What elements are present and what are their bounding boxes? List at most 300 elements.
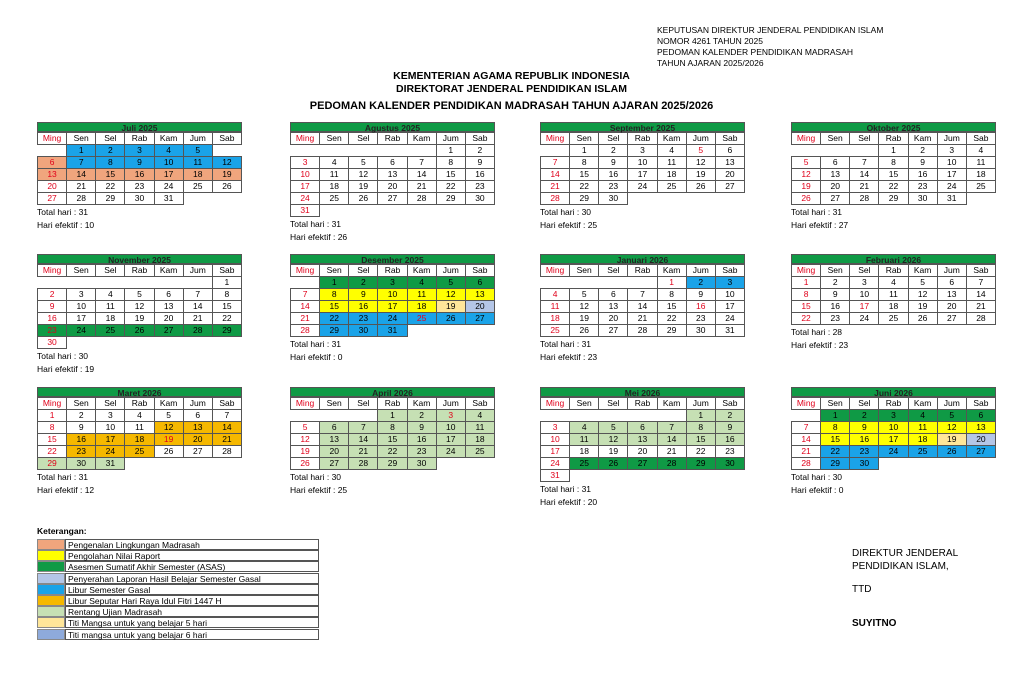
date-cell: 14: [541, 169, 570, 181]
date-cell: 5: [436, 277, 465, 289]
day-header: Sen: [67, 133, 96, 145]
day-header: Rab: [879, 133, 908, 145]
month-title: Februari 2026: [791, 254, 996, 264]
date-cell: 15: [570, 169, 599, 181]
legend-item: [37, 606, 319, 617]
legend-item: [37, 595, 319, 606]
legend-item: [37, 561, 319, 572]
day-header: Sen: [67, 398, 96, 410]
date-cell: 18: [407, 301, 436, 313]
date-cell: 17: [879, 434, 908, 446]
date-cell: 6: [628, 422, 657, 434]
day-header: Sab: [465, 133, 494, 145]
effective-days: Hari efektif : 25: [540, 220, 598, 230]
empty-cell: [628, 410, 657, 422]
empty-cell: [183, 193, 212, 205]
date-cell: 17: [436, 434, 465, 446]
date-cell: 17: [850, 301, 879, 313]
date-cell: 10: [96, 422, 125, 434]
month-calendar: [791, 254, 996, 325]
date-cell: 21: [541, 181, 570, 193]
effective-days: Hari efektif : 0: [290, 352, 343, 362]
day-header: Rab: [378, 398, 407, 410]
month-calendar: [37, 254, 242, 349]
date-cell: 20: [465, 301, 494, 313]
date-cell: 28: [407, 193, 436, 205]
date-cell: 5: [908, 277, 937, 289]
date-cell: 13: [715, 157, 744, 169]
day-header: Rab: [378, 265, 407, 277]
date-cell: 17: [378, 301, 407, 313]
date-cell: 28: [541, 193, 570, 205]
date-cell: 12: [937, 422, 966, 434]
day-header: Rab: [378, 133, 407, 145]
date-cell: 5: [291, 422, 320, 434]
day-header: Sab: [465, 265, 494, 277]
legend-label: Asesmen Sumatif Akhir Semester (ASAS): [65, 561, 319, 572]
total-days: Total hari : 31: [37, 472, 89, 482]
date-cell: 3: [541, 422, 570, 434]
effective-days: Hari efektif : 23: [791, 340, 849, 350]
date-cell: 26: [570, 325, 599, 337]
date-cell: 20: [599, 313, 628, 325]
date-cell: 14: [67, 169, 96, 181]
date-cell: 3: [125, 145, 154, 157]
day-header: Jum: [686, 398, 715, 410]
legend-item: [37, 617, 319, 628]
date-cell: 18: [125, 434, 154, 446]
date-cell: 2: [38, 289, 67, 301]
total-days: Total hari : 31: [290, 219, 342, 229]
empty-cell: [349, 205, 378, 217]
date-cell: 28: [67, 193, 96, 205]
date-cell: 14: [850, 169, 879, 181]
day-header: Sab: [212, 398, 241, 410]
date-cell: 16: [821, 301, 850, 313]
date-cell: 11: [908, 422, 937, 434]
day-header: Ming: [291, 398, 320, 410]
date-cell: 5: [349, 157, 378, 169]
date-cell: 19: [599, 446, 628, 458]
empty-cell: [436, 205, 465, 217]
date-cell: 22: [657, 313, 686, 325]
empty-cell: [908, 458, 937, 470]
date-cell: 7: [792, 422, 821, 434]
date-cell: 15: [436, 169, 465, 181]
month-calendar: [37, 387, 242, 470]
day-header: Jum: [183, 265, 212, 277]
date-cell: 14: [349, 434, 378, 446]
day-header: Ming: [541, 265, 570, 277]
day-header: Ming: [792, 133, 821, 145]
decree-reference: [657, 25, 883, 69]
date-cell: 10: [67, 301, 96, 313]
date-cell: 18: [966, 169, 995, 181]
day-header: Kam: [407, 133, 436, 145]
legend-swatch: [37, 539, 65, 550]
date-cell: 11: [465, 422, 494, 434]
day-header: Sen: [570, 265, 599, 277]
legend-item: [37, 629, 319, 640]
legend-swatch: [37, 595, 65, 606]
date-cell: 12: [154, 422, 183, 434]
empty-cell: [320, 410, 349, 422]
date-cell: 25: [125, 446, 154, 458]
date-cell: 5: [599, 422, 628, 434]
date-cell: 4: [125, 410, 154, 422]
date-cell: 16: [715, 434, 744, 446]
date-cell: 27: [715, 181, 744, 193]
date-cell: 6: [183, 410, 212, 422]
effective-days: Hari efektif : 23: [540, 352, 598, 362]
date-cell: 6: [715, 145, 744, 157]
date-cell: 3: [715, 277, 744, 289]
date-cell: 22: [212, 313, 241, 325]
day-header: Sab: [966, 265, 995, 277]
date-cell: 15: [821, 434, 850, 446]
date-cell: 5: [570, 289, 599, 301]
legend-swatch: [37, 584, 65, 595]
empty-cell: [966, 193, 995, 205]
empty-cell: [67, 277, 96, 289]
date-cell: 4: [320, 157, 349, 169]
date-cell: 2: [67, 410, 96, 422]
month-calendar: [290, 254, 495, 337]
date-cell: 26: [154, 446, 183, 458]
date-cell: 9: [407, 422, 436, 434]
empty-cell: [628, 470, 657, 482]
date-cell: 26: [291, 458, 320, 470]
empty-cell: [212, 337, 241, 349]
legend-swatch: [37, 561, 65, 572]
date-cell: 25: [879, 313, 908, 325]
date-cell: 3: [628, 145, 657, 157]
month-title: September 2025: [540, 122, 745, 132]
date-cell: 26: [937, 446, 966, 458]
date-cell: 28: [850, 193, 879, 205]
month-title: November 2025: [37, 254, 242, 264]
legend-swatch: [37, 550, 65, 561]
date-cell: 13: [599, 301, 628, 313]
date-cell: 26: [436, 313, 465, 325]
date-cell: 8: [212, 289, 241, 301]
empty-cell: [436, 325, 465, 337]
date-cell: 6: [154, 289, 183, 301]
date-cell: 25: [570, 458, 599, 470]
total-days: Total hari : 30: [540, 207, 592, 217]
day-header: Kam: [908, 265, 937, 277]
date-cell: 28: [628, 325, 657, 337]
date-cell: 5: [183, 145, 212, 157]
empty-cell: [320, 145, 349, 157]
date-cell: 21: [966, 301, 995, 313]
date-cell: 11: [657, 157, 686, 169]
month-calendar: [791, 387, 996, 470]
date-cell: 9: [599, 157, 628, 169]
date-cell: 5: [154, 410, 183, 422]
date-cell: 14: [291, 301, 320, 313]
day-header: Jum: [686, 133, 715, 145]
date-cell: 2: [850, 410, 879, 422]
date-cell: 29: [686, 458, 715, 470]
date-cell: 25: [96, 325, 125, 337]
day-header: Ming: [792, 265, 821, 277]
date-cell: 27: [599, 325, 628, 337]
day-header: Ming: [792, 398, 821, 410]
date-cell: 17: [937, 169, 966, 181]
empty-cell: [465, 325, 494, 337]
date-cell: 20: [715, 169, 744, 181]
day-header: Sen: [67, 265, 96, 277]
date-cell: 2: [686, 277, 715, 289]
day-header: Kam: [657, 398, 686, 410]
date-cell: 23: [599, 181, 628, 193]
empty-cell: [570, 470, 599, 482]
day-header: Jum: [436, 265, 465, 277]
empty-cell: [657, 193, 686, 205]
date-cell: 29: [570, 193, 599, 205]
day-header: Sab: [465, 398, 494, 410]
month-calendar: [540, 122, 745, 205]
date-cell: 12: [291, 434, 320, 446]
month-title: Agustus 2025: [290, 122, 495, 132]
date-cell: 17: [291, 181, 320, 193]
date-cell: 8: [320, 289, 349, 301]
date-cell: 22: [320, 313, 349, 325]
day-header: Sel: [349, 398, 378, 410]
date-cell: 26: [125, 325, 154, 337]
decree-line: PEDOMAN KALENDER PENDIDIKAN MADRASAH: [657, 47, 854, 57]
date-cell: 13: [465, 289, 494, 301]
day-header: Kam: [908, 398, 937, 410]
effective-days: Hari efektif : 20: [540, 497, 598, 507]
date-cell: 16: [908, 169, 937, 181]
date-cell: 18: [96, 313, 125, 325]
date-cell: 2: [821, 277, 850, 289]
date-cell: 13: [821, 169, 850, 181]
date-cell: 28: [349, 458, 378, 470]
empty-cell: [599, 277, 628, 289]
date-cell: 4: [154, 145, 183, 157]
day-header: Sab: [212, 265, 241, 277]
date-cell: 7: [291, 289, 320, 301]
date-cell: 15: [378, 434, 407, 446]
day-header: Kam: [154, 265, 183, 277]
date-cell: 6: [966, 410, 995, 422]
date-cell: 9: [125, 157, 154, 169]
date-cell: 25: [407, 313, 436, 325]
date-cell: 22: [38, 446, 67, 458]
date-cell: 6: [320, 422, 349, 434]
date-cell: 7: [850, 157, 879, 169]
date-cell: 8: [38, 422, 67, 434]
date-cell: 22: [879, 181, 908, 193]
date-cell: 27: [183, 446, 212, 458]
empty-cell: [183, 337, 212, 349]
day-header: Jum: [937, 398, 966, 410]
date-cell: 11: [125, 422, 154, 434]
effective-days: Hari efektif : 10: [37, 220, 95, 230]
date-cell: 31: [541, 470, 570, 482]
date-cell: 26: [686, 181, 715, 193]
date-cell: 6: [378, 157, 407, 169]
effective-days: Hari efektif : 0: [791, 485, 844, 495]
date-cell: 14: [657, 434, 686, 446]
day-header: Sab: [212, 133, 241, 145]
date-cell: 5: [125, 289, 154, 301]
date-cell: 24: [628, 181, 657, 193]
empty-cell: [291, 145, 320, 157]
date-cell: 4: [407, 277, 436, 289]
date-cell: 11: [570, 434, 599, 446]
decree-line: NOMOR 4261 TAHUN 2025: [657, 36, 763, 46]
date-cell: 13: [320, 434, 349, 446]
date-cell: 23: [125, 181, 154, 193]
date-cell: 6: [937, 277, 966, 289]
month-calendar: [290, 387, 495, 470]
date-cell: 8: [378, 422, 407, 434]
empty-cell: [349, 410, 378, 422]
date-cell: 6: [599, 289, 628, 301]
empty-cell: [686, 193, 715, 205]
effective-days: Hari efektif : 27: [791, 220, 849, 230]
date-cell: 28: [792, 458, 821, 470]
date-cell: 1: [320, 277, 349, 289]
day-header: Kam: [908, 133, 937, 145]
day-header: Ming: [38, 265, 67, 277]
date-cell: 24: [715, 313, 744, 325]
date-cell: 15: [879, 169, 908, 181]
month-calendar: [37, 122, 242, 205]
date-cell: 18: [908, 434, 937, 446]
date-cell: 16: [67, 434, 96, 446]
date-cell: 28: [183, 325, 212, 337]
empty-cell: [38, 145, 67, 157]
date-cell: 19: [436, 301, 465, 313]
date-cell: 15: [320, 301, 349, 313]
date-cell: 19: [570, 313, 599, 325]
date-cell: 24: [96, 446, 125, 458]
date-cell: 20: [378, 181, 407, 193]
date-cell: 19: [686, 169, 715, 181]
date-cell: 7: [628, 289, 657, 301]
date-cell: 25: [320, 193, 349, 205]
legend-label: Titi Mangsa untuk yang belajar 5 hari: [65, 617, 319, 628]
date-cell: 18: [879, 301, 908, 313]
day-header: Sen: [320, 133, 349, 145]
day-header: Sab: [715, 398, 744, 410]
date-cell: 24: [436, 446, 465, 458]
date-cell: 16: [599, 169, 628, 181]
date-cell: 7: [966, 277, 995, 289]
date-cell: 11: [320, 169, 349, 181]
empty-cell: [154, 337, 183, 349]
empty-cell: [154, 277, 183, 289]
total-days: Total hari : 31: [37, 207, 89, 217]
empty-cell: [320, 205, 349, 217]
date-cell: 2: [599, 145, 628, 157]
ministry-title: KEMENTERIAN AGAMA REPUBLIK INDONESIA: [393, 70, 630, 82]
date-cell: 1: [436, 145, 465, 157]
empty-cell: [715, 470, 744, 482]
decree-line: KEPUTUSAN DIREKTUR JENDERAL PENDIDIKAN ISLAM: [657, 25, 884, 35]
date-cell: 19: [792, 181, 821, 193]
date-cell: 9: [38, 301, 67, 313]
month-calendar: [290, 122, 495, 217]
date-cell: 30: [349, 325, 378, 337]
date-cell: 19: [125, 313, 154, 325]
page-title: PEDOMAN KALENDER PENDIDIKAN MADRASAH TAHUN AJARAN 2025/2026: [309, 100, 714, 112]
date-cell: 13: [966, 422, 995, 434]
empty-cell: [465, 205, 494, 217]
legend-item: [37, 584, 319, 595]
day-header: Sel: [599, 398, 628, 410]
date-cell: 22: [821, 446, 850, 458]
date-cell: 8: [657, 289, 686, 301]
day-header: Rab: [628, 398, 657, 410]
date-cell: 11: [407, 289, 436, 301]
date-cell: 27: [628, 458, 657, 470]
legend-swatch: [37, 606, 65, 617]
date-cell: 5: [792, 157, 821, 169]
date-cell: 7: [212, 410, 241, 422]
date-cell: 13: [628, 434, 657, 446]
day-header: Sel: [96, 265, 125, 277]
day-header: Rab: [628, 265, 657, 277]
date-cell: 15: [38, 434, 67, 446]
empty-cell: [154, 458, 183, 470]
directorate-title: DIREKTORAT JENDERAL PENDIDIKAN ISLAM: [395, 83, 627, 95]
date-cell: 9: [908, 157, 937, 169]
date-cell: 29: [657, 325, 686, 337]
date-cell: 22: [686, 446, 715, 458]
legend-label: Rentang Ujian Madrasah: [65, 606, 319, 617]
date-cell: 7: [349, 422, 378, 434]
date-cell: 16: [850, 434, 879, 446]
date-cell: 16: [465, 169, 494, 181]
total-days: Total hari : 30: [791, 472, 843, 482]
date-cell: 12: [686, 157, 715, 169]
empty-cell: [125, 337, 154, 349]
date-cell: 11: [879, 289, 908, 301]
date-cell: 27: [937, 313, 966, 325]
date-cell: 12: [792, 169, 821, 181]
date-cell: 15: [657, 301, 686, 313]
empty-cell: [657, 410, 686, 422]
month-title: Juli 2025: [37, 122, 242, 132]
date-cell: 19: [937, 434, 966, 446]
date-cell: 4: [879, 277, 908, 289]
date-cell: 18: [183, 169, 212, 181]
date-cell: 21: [212, 434, 241, 446]
date-cell: 26: [908, 313, 937, 325]
date-cell: 22: [378, 446, 407, 458]
date-cell: 31: [715, 325, 744, 337]
date-cell: 16: [686, 301, 715, 313]
date-cell: 1: [67, 145, 96, 157]
date-cell: 18: [320, 181, 349, 193]
day-header: Sel: [349, 133, 378, 145]
date-cell: 30: [715, 458, 744, 470]
date-cell: 19: [908, 301, 937, 313]
total-days: Total hari : 30: [290, 472, 342, 482]
date-cell: 7: [407, 157, 436, 169]
day-header: Sel: [96, 133, 125, 145]
legend-label: Libur Seputar Hari Raya Idul Fitri 1447 H: [65, 595, 319, 606]
month-title: Maret 2026: [37, 387, 242, 397]
day-header: Rab: [628, 133, 657, 145]
date-cell: 30: [67, 458, 96, 470]
